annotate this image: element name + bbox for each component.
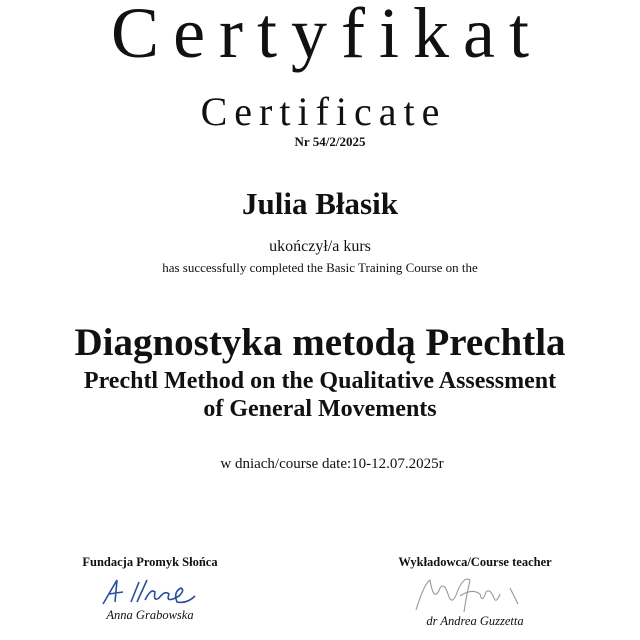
certificate-title-polish: Certyfikat <box>111 0 543 73</box>
left-signature-block <box>20 555 280 623</box>
foundation-label: Fundacja Promyk Słońca <box>82 555 218 569</box>
signatory-name-left: Anna Grabowska <box>106 608 194 622</box>
signatory-name-right: dr Andrea Guzzetta <box>426 614 524 628</box>
recipient-name: Julia Błasik <box>242 186 398 221</box>
certificate-number: Nr 54/2/2025 <box>294 134 366 149</box>
signature-anna-grabowska <box>95 574 205 608</box>
right-signature-block <box>345 555 605 629</box>
teacher-label: Wykładowca/Course teacher <box>398 555 552 569</box>
signature-andrea-guzzetta <box>410 574 540 614</box>
course-title-english-line2: of General Movements <box>203 396 437 422</box>
certificate-title-english: Certificate <box>200 89 447 134</box>
course-title-english-line1: Prechtl Method on the Qualitative Assessment <box>83 368 557 394</box>
course-date: w dniach/course date:10-12.07.2025r <box>220 456 444 472</box>
course-title-polish: Diagnostyka metodą Prechtla <box>74 321 566 364</box>
completed-text-english: has successfully completed the Basic Training Course on the <box>162 260 478 275</box>
completed-text-polish: ukończył/a kurs <box>269 238 371 255</box>
